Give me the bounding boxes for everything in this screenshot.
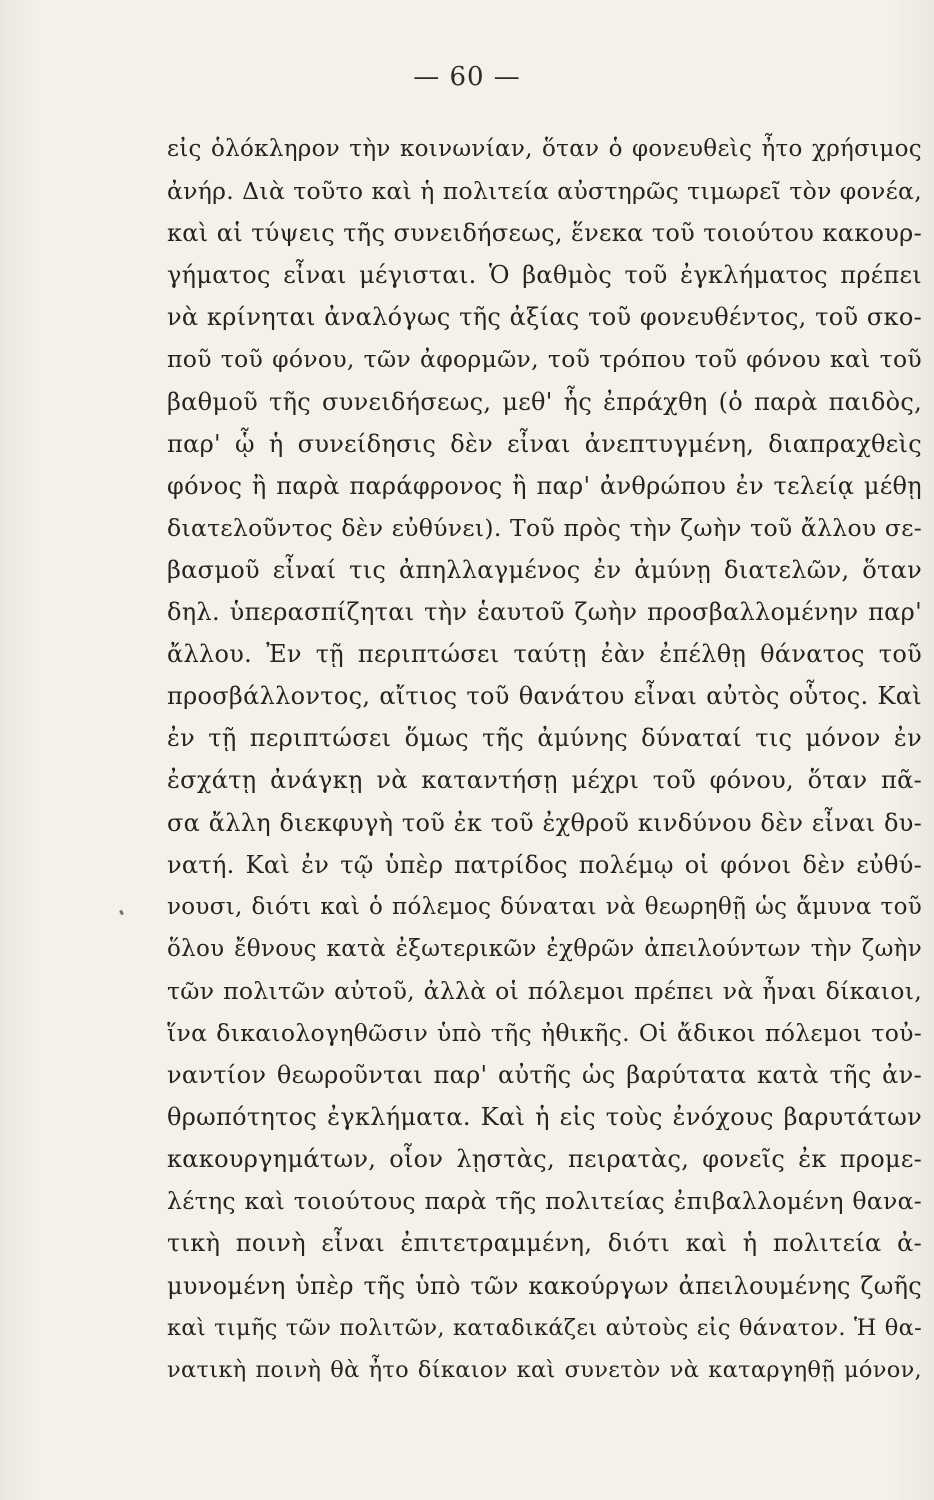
text-line: λέτης καὶ τοιούτους παρὰ τῆς πολιτείας ἐπιβαλλομένη θανα- (167, 1187, 922, 1216)
text-line: νουσι, διότι καὶ ὁ πόλεμος δύναται νὰ θεωρηθῇ ὡς ἄμυνα τοῦ (167, 893, 922, 920)
paper-speck (119, 910, 124, 916)
text-line: νατικὴ ποινὴ θὰ ἦτο δίκαιον καὶ συνετὸν νὰ καταργηθῇ μόνον, (167, 1356, 922, 1383)
text-line: δηλ. ὑπερασπίζηται τὴν ἑαυτοῦ ζωὴν προσβαλλομένην παρ' (167, 598, 922, 627)
text-line: γήματος εἶναι μέγισται. Ὁ βαθμὸς τοῦ ἐγκλήματος πρέπει (167, 261, 922, 290)
text-line: ἵνα δικαιολογηθῶσιν ὑπὸ τῆς ἠθικῆς. Οἱ ἄδικοι πόλεμοι τοὐ- (167, 1018, 922, 1047)
text-line: προσβάλλοντος, αἴτιος τοῦ θανάτου εἶναι αὐτὸς οὗτος. Καὶ (167, 682, 922, 711)
text-line: ναντίον θεωροῦνται παρ' αὐτῆς ὡς βαρύτατα κατὰ τῆς ἀν- (167, 1061, 922, 1090)
text-line: θρωπότητος ἐγκλήματα. Καὶ ἡ εἰς τοὺς ἐνόχους βαρυτάτων (167, 1103, 922, 1132)
text-line: ὅλου ἔθνους κατὰ ἐξωτερικῶν ἐχθρῶν ἀπειλούντων τὴν ζωὴν (167, 935, 922, 962)
text-line: φόνος ἢ παρὰ παράφρονος ἢ παρ' ἀνθρώπου ἐν τελείᾳ μέθῃ (167, 471, 922, 500)
body-text (167, 128, 922, 1391)
text-line: τικὴ ποινὴ εἶναι ἐπιτετραμμένη, διότι καὶ ἡ πολιτεία ἀ- (167, 1229, 922, 1258)
text-line: νατή. Καὶ ἐν τῷ ὑπὲρ πατρίδος πολέμῳ οἱ φόνοι δὲν εὐθύ- (167, 850, 922, 879)
text-line: ἐσχάτῃ ἀνάγκῃ νὰ καταντήσῃ μέχρι τοῦ φόνου, ὅταν πᾶ- (167, 766, 922, 795)
text-line: σα ἄλλη διεκφυγὴ τοῦ ἐκ τοῦ ἐχθροῦ κινδύνου δὲν εἶναι δυ- (167, 808, 922, 837)
text-line: εἰς ὁλόκληρον τὴν κοινωνίαν, ὅταν ὁ φονευθεὶς ἦτο χρήσιμος (167, 136, 922, 162)
text-line: βασμοῦ εἶναί τις ἀπηλλαγμένος ἐν ἀμύνῃ διατελῶν, ὅταν (167, 555, 922, 584)
text-line: τῶν πολιτῶν αὐτοῦ, ἀλλὰ οἱ πόλεμοι πρέπει νὰ ἦναι δίκαιοι, (167, 976, 922, 1005)
text-line: μυνομένη ὑπὲρ τῆς ὑπὸ τῶν κακούργων ἀπειλουμένης ζωῆς (167, 1271, 922, 1300)
text-line: ἄλλου. Ἐν τῇ περιπτώσει ταύτῃ ἐὰν ἐπέλθῃ θάνατος τοῦ (167, 640, 922, 669)
page-number: — 60 — (413, 62, 521, 92)
text-line: ἐν τῇ περιπτώσει ὅμως τῆς ἀμύνης δύναταί τις μόνον ἐν (167, 724, 922, 753)
text-line: βαθμοῦ τῆς συνειδήσεως, μεθ' ἧς ἐπράχθη (ὁ παρὰ παιδὸς, (167, 387, 922, 416)
text-line: παρ' ᾧ ἡ συνείδησις δὲν εἶναι ἀνεπτυγμένη, διαπραχθεὶς (167, 429, 922, 458)
text-line: νὰ κρίνηται ἀναλόγως τῆς ἀξίας τοῦ φονευθέντος, τοῦ σκο- (167, 303, 922, 332)
text-line: καὶ τιμῆς τῶν πολιτῶν, καταδικάζει αὐτοὺς εἰς θάνατον. Ἡ θα- (167, 1314, 922, 1341)
text-line: κακουργημάτων, οἷον λῃστὰς, πειρατὰς, φονεῖς ἐκ προμε- (167, 1145, 922, 1174)
text-line: διατελοῦντος δὲν εὐθύνει). Τοῦ πρὸς τὴν ζωὴν τοῦ ἄλλου σε- (167, 513, 922, 542)
text-line: ἀνήρ. Διὰ τοῦτο καὶ ἡ πολιτεία αὐστηρῶς τιμωρεῖ τὸν φονέα, (167, 177, 922, 206)
text-line: καὶ αἱ τύψεις τῆς συνειδήσεως, ἕνεκα τοῦ τοιούτου κακουρ- (167, 219, 922, 248)
text-line: ποῦ τοῦ φόνου, τῶν ἀφορμῶν, τοῦ τρόπου τοῦ φόνου καὶ τοῦ (167, 345, 922, 374)
